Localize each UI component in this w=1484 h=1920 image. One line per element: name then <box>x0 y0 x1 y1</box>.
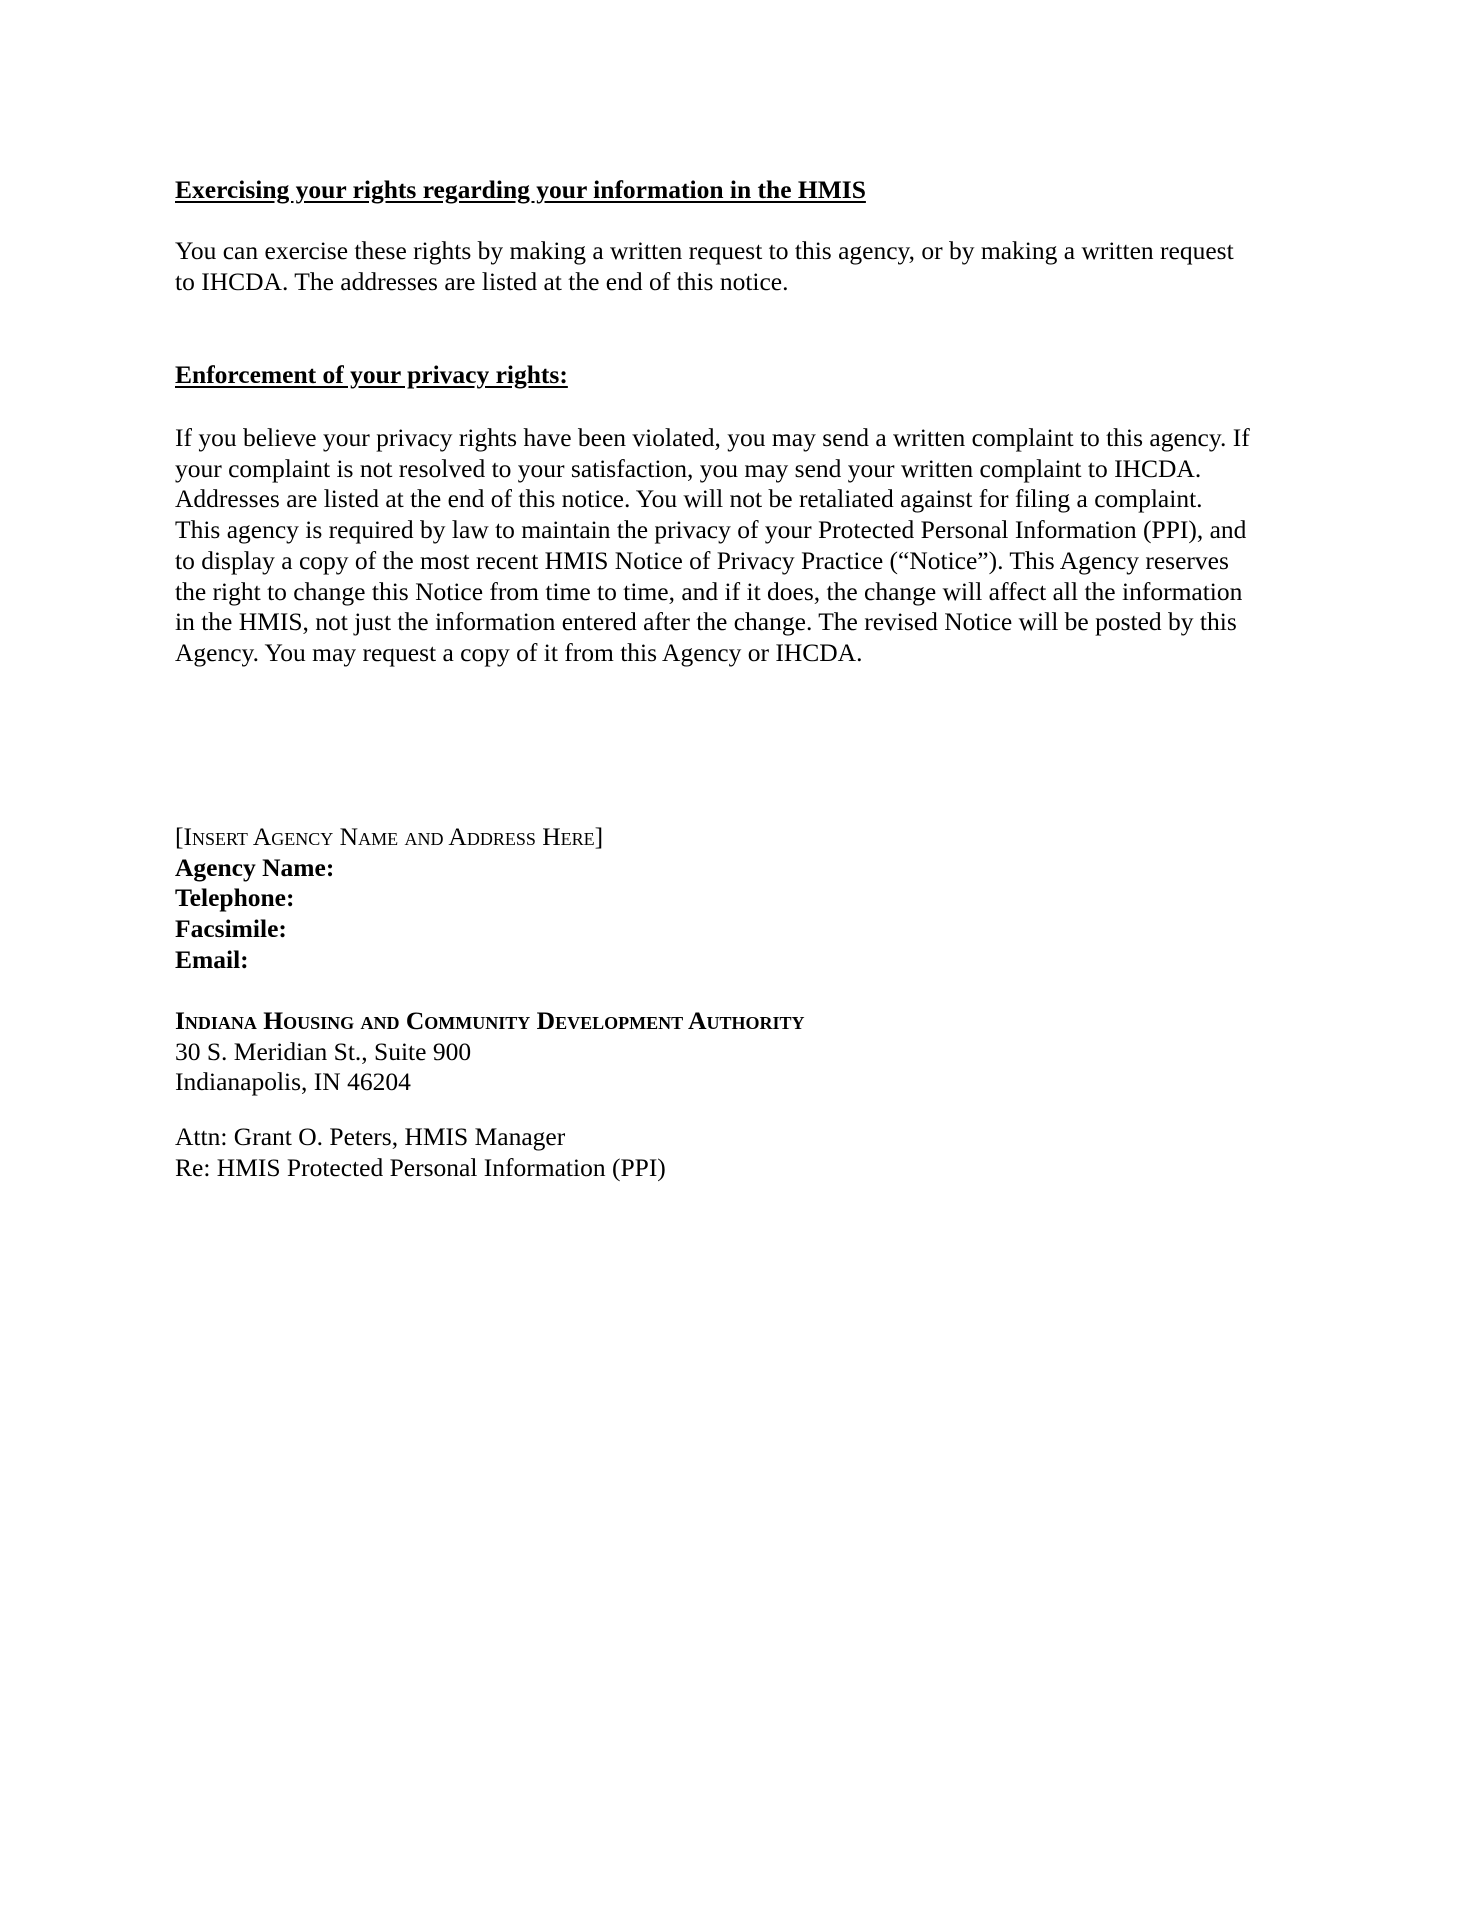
paragraph-line: the right to change this Notice from time to time, and if it does, the change will affect all the information <box>175 576 1243 606</box>
email-label: Email: <box>175 944 249 974</box>
section-heading: Enforcement of your privacy rights: <box>175 360 568 389</box>
section-heading: Exercising your rights regarding your information in the HMIS <box>175 175 866 204</box>
paragraph-line: to IHCDA. The addresses are listed at the end of this notice. <box>175 266 789 296</box>
paragraph-line: If you believe your privacy rights have been violated, you may send a written complaint to this agency. If <box>175 423 1250 452</box>
ihcda-attention-block <box>175 1122 1335 1183</box>
paragraph-line: Addresses are listed at the end of this notice. You will not be retaliated against for filing a complaint. <box>175 484 1203 514</box>
paragraph-line: Agency. You may request a copy of it from this Agency or IHCDA. <box>175 637 863 667</box>
re-line: Re: HMIS Protected Personal Information (PPI) <box>175 1152 666 1182</box>
paragraph-line: You can exercise these rights by making a written request to this agency, or by making a written request <box>175 236 1234 265</box>
attn-line: Attn: Grant O. Peters, HMIS Manager <box>175 1122 566 1151</box>
ihcda-address-line1: 30 S. Meridian St., Suite 900 <box>175 1036 472 1066</box>
facsimile-label: Facsimile: <box>175 914 287 944</box>
ihcda-address-line2: Indianapolis, IN 46204 <box>175 1067 411 1097</box>
paragraph-line: your complaint is not resolved to your satisfaction, you may send your written complaint to IHCDA. <box>175 453 1202 483</box>
paragraph-line: This agency is required by law to maintain the privacy of your Protected Personal Information (PPI), and <box>175 515 1247 545</box>
telephone-label: Telephone: <box>175 883 295 913</box>
agency-contact-block <box>175 822 1335 976</box>
enforcement-paragraph <box>175 423 1335 669</box>
ihcda-address-block <box>175 1006 1335 1098</box>
exercising-rights-paragraph <box>175 236 1335 297</box>
paragraph-line: in the HMIS, not just the information entered after the change. The revised Notice will be posted by this <box>175 607 1237 637</box>
ihcda-name: Indiana Housing and Community Development Authority <box>175 1006 805 1035</box>
paragraph-line: to display a copy of the most recent HMIS Notice of Privacy Practice (“Notice”). This Agency reserves <box>175 545 1229 575</box>
section-enforcement <box>175 360 1335 391</box>
section-exercising-rights <box>175 175 1335 206</box>
agency-placeholder: [Insert Agency Name and Address Here] <box>175 822 604 851</box>
agency-name-label: Agency Name: <box>175 852 335 882</box>
